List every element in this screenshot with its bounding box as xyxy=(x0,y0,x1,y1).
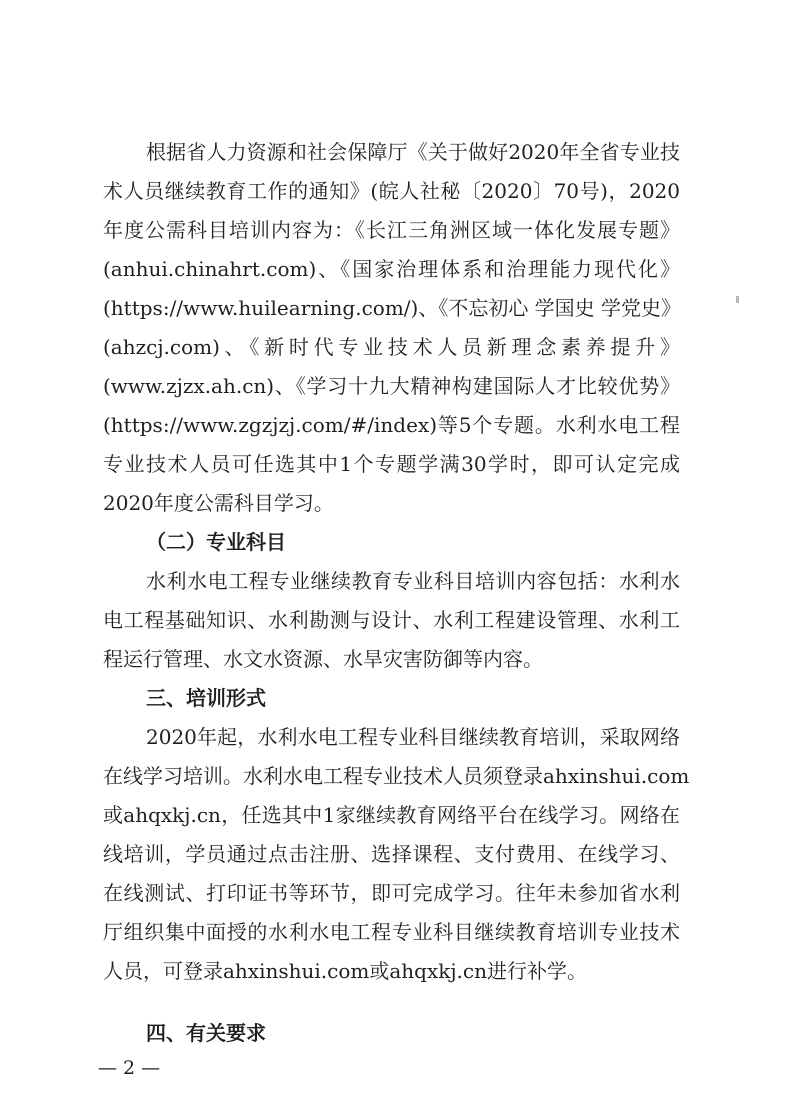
paragraph-line: (https://www.huilearning.com/)、《不忘初心 学国史 学党史》 xyxy=(103,296,682,320)
paragraph-line: 人员，可登录ahxinshui.com或ahqxkj.cn进行补学。 xyxy=(103,959,587,983)
paragraph-line: 水利水电工程专业继续教育专业科目培训内容包括：水利水 xyxy=(146,569,680,593)
paragraph-line: 线培训，学员通过点击注册、选择课程、支付费用、在线学习、 xyxy=(103,842,680,866)
scan-mark xyxy=(736,296,739,303)
paragraph-line: 电工程基础知识、水利勘测与设计、水利工程建设管理、水利工 xyxy=(103,608,680,632)
paragraph-line: 或ahqxkj.cn，任选其中1家继续教育网络平台在线学习。网络在 xyxy=(103,803,680,827)
paragraph-line: 2020年度公需科目学习。 xyxy=(103,491,334,515)
paragraph-line: 年度公需科目培训内容为：《长江三角洲区域一体化发展专题》 xyxy=(103,218,680,242)
paragraph-line: 专业技术人员可任选其中1个专题学满30学时，即可认定完成 xyxy=(103,452,680,476)
section-heading: 三、培训形式 xyxy=(146,686,266,710)
paragraph-line: (anhui.chinahrt.com)、《国家治理体系和治理能力现代化》 xyxy=(103,257,680,281)
subsection-heading: （二）专业科目 xyxy=(146,530,286,554)
paragraph-line: 厅组织集中面授的水利水电工程专业科目继续教育培训专业技术 xyxy=(103,920,680,944)
paragraph-line: 术人员继续教育工作的通知》(皖人社秘〔2020〕70号)，2020 xyxy=(103,179,680,203)
paragraph-line: 2020年起，水利水电工程专业科目继续教育培训，采取网络 xyxy=(146,725,680,749)
paragraph-line: 在线测试、打印证书等环节，即可完成学习。往年未参加省水利 xyxy=(103,881,680,905)
paragraph-line: 在线学习培训。水利水电工程专业技术人员须登录ahxinshui.com xyxy=(103,764,690,788)
page-number: — 2 — xyxy=(98,1057,161,1079)
paragraph-line: (ahzcj.com)、《新时代专业技术人员新理念素养提升》 xyxy=(103,335,680,359)
paragraph-line: (www.zjzx.ah.cn)、《学习十九大精神构建国际人才比较优势》 xyxy=(103,374,680,398)
paragraph-line: (https://www.zgzjzj.com/#/index)等5个专题。水利水电工程 xyxy=(103,413,680,437)
paragraph-line: 根据省人力资源和社会保障厅《关于做好2020年全省专业技 xyxy=(146,140,680,164)
paragraph-line: 程运行管理、水文水资源、水旱灾害防御等内容。 xyxy=(103,647,543,671)
section-heading: 四、有关要求 xyxy=(146,1021,266,1045)
